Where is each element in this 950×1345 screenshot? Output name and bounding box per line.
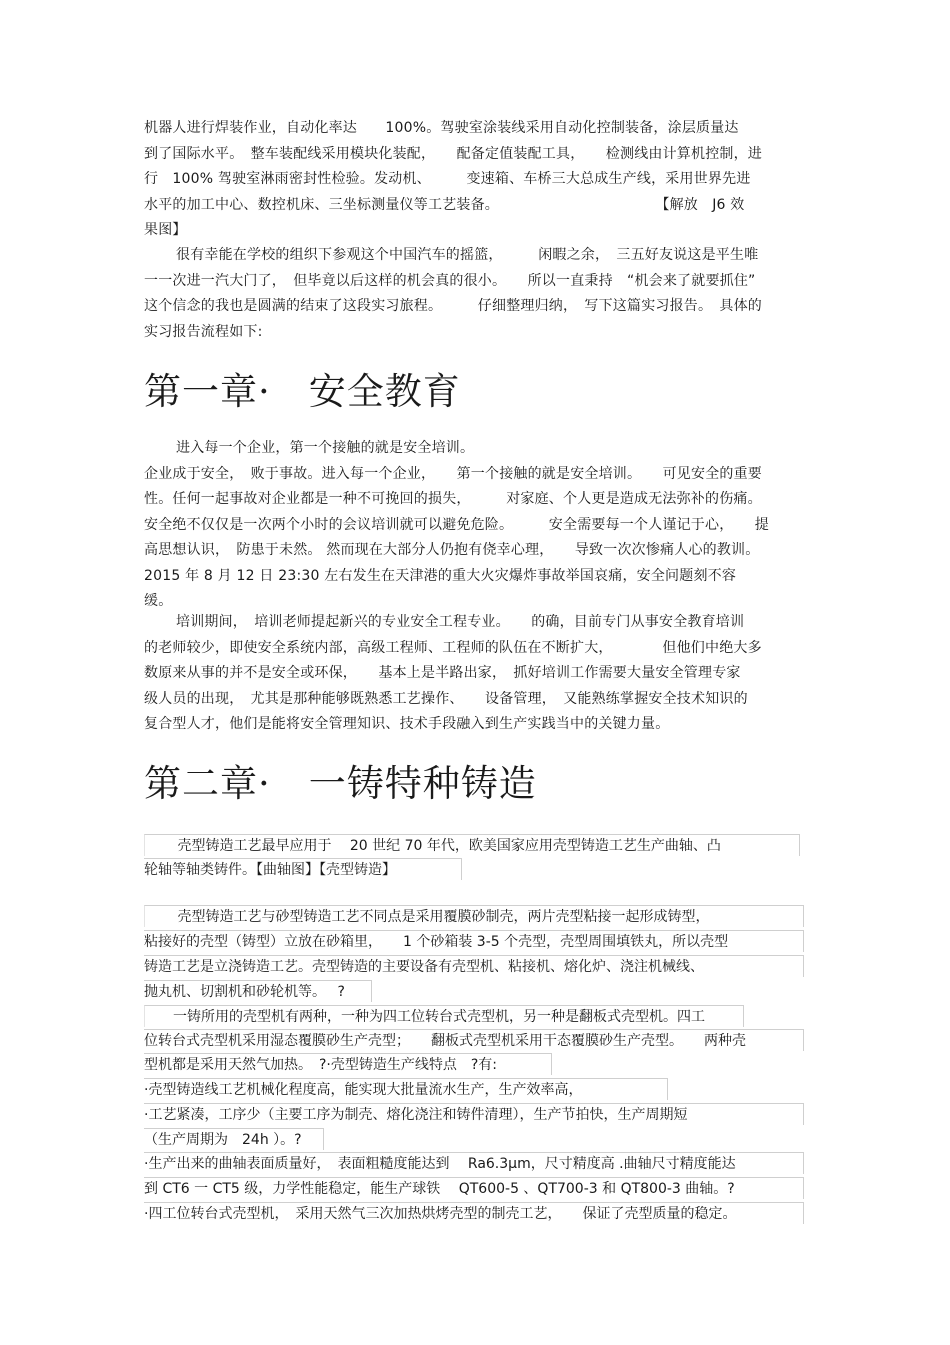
paragraph-line: 培训期间， 培训老师提起新兴的专业安全工程专业。 的确，目前专门从事安全教育培训 — [176, 614, 745, 630]
paragraph-line: 一一次进一汽大门了， 但毕竟以后这样的机会真的很小。 所以一直秉持 “机会来了就要抓住” — [144, 272, 756, 289]
paragraph-line: 数原来从事的并不是安全或环保， 基本上是半路出家， 抓好培训工作需要大量安全管理专家 — [144, 665, 741, 681]
chapter-2-title: 第二章· 一铸特种铸造 — [144, 762, 537, 805]
paragraph-line: 性。任何一起事故对企业都是一种不可挽回的损失， 对家庭、个人更是造成无法弥补的伤痛。 — [144, 491, 762, 507]
boxed-text-line: （生产周期为 24h ）。? — [144, 1128, 324, 1150]
intro-line: 水平的加工中心、数控机床、三坐标测量仪等工艺装备。 【解放 J6 效 — [144, 196, 745, 213]
boxed-text-line: 型机都是采用天然气加热。 ?·壳型铸造生产线特点 ?有: — [144, 1053, 552, 1075]
boxed-text-line: ·工艺紧凑，工序少（主要工序为制壳、熔化浇注和铸件清理），生产节拍快，生产周期短 — [144, 1103, 804, 1125]
report-intro-paragraph — [144, 243, 808, 345]
boxed-text-line: 铸造工艺是立浇铸造工艺。壳型铸造的主要设备有壳型机、粘接机、熔化炉、浇注机械线、 — [144, 955, 804, 977]
boxed-text-line: 到 CT6 一 CT5 级，力学性能稳定，能生产球铁 QT600-5 、QT700-3 和 QT800-3 曲轴。? — [144, 1177, 804, 1199]
paragraph-line: 的老师较少，即使安全系统内部，高级工程师、工程师的队伍在不断扩大， 但他们中绝大多 — [144, 639, 762, 656]
boxed-text-line: 壳型铸造工艺最早应用于 20 世纪 70 年代，欧美国家应用壳型铸造工艺生产曲轴、凸 — [144, 834, 800, 856]
boxed-text-line: 壳型铸造工艺与砂型铸造工艺不同点是采用覆膜砂制壳，两片壳型粘接一起形成铸型， — [144, 905, 804, 927]
boxed-text-line: ·壳型铸造线工艺机械化程度高，能实现大批量流水生产，生产效率高， — [144, 1078, 668, 1100]
paragraph-line: 高思想认识， 防患于未然。 然而现在大部分人仍抱有侥幸心理， 导致一次次惨痛人心的教训。 — [144, 542, 760, 558]
intro-paragraph — [144, 116, 808, 244]
intro-line: 果图】 — [144, 222, 187, 238]
paragraph-line: 企业成于安全， 败于事故。进入每一个企业， 第一个接触的就是安全培训。 可见安全的重要 — [144, 465, 762, 482]
boxed-text-line: ·四工位转台式壳型机， 采用天然气三次加热烘烤壳型的制壳工艺， 保证了壳型质量的稳定。 — [144, 1202, 804, 1224]
intro-line: 机器人进行焊装作业，自动化率达 100%。驾驶室涂装线采用自动化控制装备，涂层质量达 — [144, 120, 739, 136]
boxed-text-line: 轮轴等轴类铸件。【曲轴图】【壳型铸造】 — [144, 858, 462, 880]
boxed-text-line: 粘接好的壳型（铸型）立放在砂箱里， 1 个砂箱装 3-5 个壳型，壳型周围填铁丸，所以壳型 — [144, 930, 804, 952]
paragraph-line: 很有幸能在学校的组织下参观这个中国汽车的摇篮， 闲暇之余， 三五好友说这是平生唯 — [176, 247, 759, 263]
paragraph-line: 这个信念的我也是圆满的结束了这段实习旅程。 仔细整理归纳， 写下这篇实习报告。 具体的 — [144, 298, 762, 314]
paragraph-line: 级人员的出现， 尤其是那种能够既熟悉工艺操作、 设备管理， 又能熟练掌握安全技术知识的 — [144, 690, 748, 707]
paragraph-line: 缓。 — [144, 593, 173, 609]
chapter-1-paragraph-1 — [144, 436, 808, 615]
intro-line: 到了国际水平。 整车装配线采用模块化装配， 配备定值装配工具， 检测线由计算机控制，进 — [144, 145, 762, 162]
boxed-text-line: 一铸所用的壳型机有两种，一种为四工位转台式壳型机，另一种是翻板式壳型机。四工 — [144, 1005, 744, 1027]
boxed-text-line: 抛丸机、切割机和砂轮机等。 ? — [144, 980, 372, 1002]
paragraph-line: 复合型人才，他们是能将安全管理知识、技术手段融入到生产实践当中的关键力量。 — [144, 716, 670, 732]
paragraph-line: 2015 年 8 月 12 日 23:30 左右发生在天津港的重大火灾爆炸事故举国哀痛，安全问题刻不容 — [144, 567, 737, 584]
paragraph-line: 安全绝不仅仅是一次两个小时的会议培训就可以避免危险。 安全需要每一个人谨记于心， 提 — [144, 516, 769, 533]
paragraph-line: 进入每一个企业，第一个接触的就是安全培训。 — [176, 440, 475, 456]
boxed-text-line: ·生产出来的曲轴表面质量好， 表面粗糙度能达到 Ra6.3μm，尺寸精度高 .曲轴尺寸精度能达 — [144, 1152, 804, 1174]
chapter-1-paragraph-2 — [144, 610, 808, 738]
boxed-text-line: 位转台式壳型机采用湿态覆膜砂生产壳型； 翻板式壳型机采用干态覆膜砂生产壳型。 两种壳 — [144, 1029, 804, 1051]
intro-line: 行 100% 驾驶室淋雨密封性检验。发动机、 变速箱、车桥三大总成生产线，采用世界先进 — [144, 171, 751, 187]
paragraph-line: 实习报告流程如下: — [144, 323, 263, 340]
chapter-1-title: 第一章· 安全教育 — [144, 370, 461, 413]
